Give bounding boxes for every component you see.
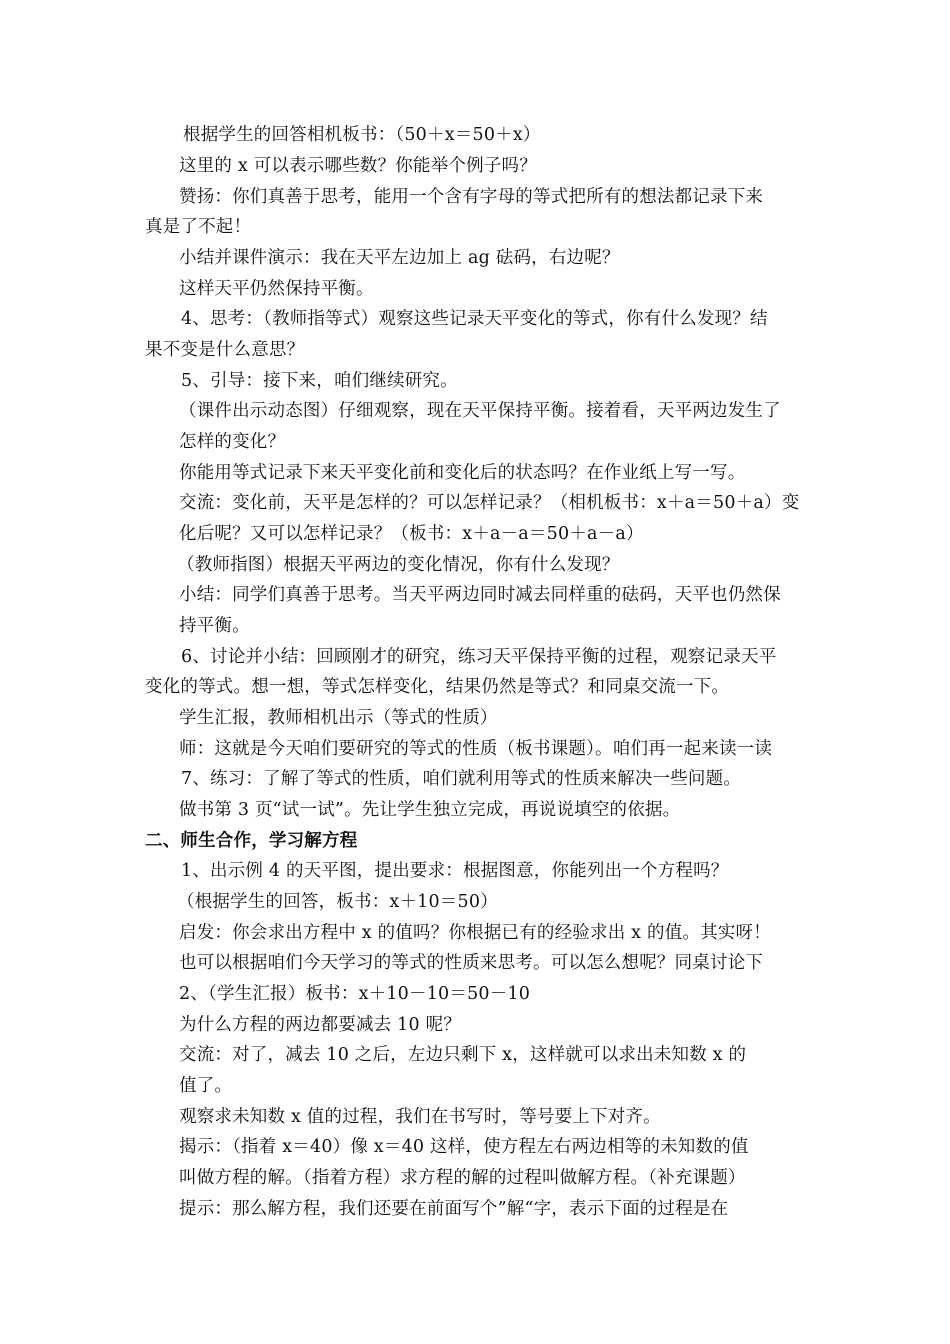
- text-line: 揭示：（指着 x＝40）像 x＝40 这样，使方程左右两边相等的未知数的值: [179, 1137, 749, 1157]
- text-line: 学生汇报，教师相机出示（等式的性质）: [179, 708, 498, 728]
- text-line: 启发：你会求出方程中 x 的值吗？你根据已有的经验求出 x 的值。其实呀！: [179, 923, 771, 943]
- text-line: 真是了不起！: [145, 217, 252, 237]
- text-line: 小结：同学们真善于思考。当天平两边同时减去同样重的砝码，天平也仍然保: [179, 585, 781, 605]
- text-line: 1、出示例 4 的天平图，提出要求：根据图意，你能列出一个方程吗？: [181, 861, 729, 881]
- text-line: 值了。: [179, 1076, 233, 1096]
- text-line: 6、讨论并小结：回顾刚才的研究，练习天平保持平衡的过程，观察记录天平: [181, 647, 777, 667]
- text-line: （教师指图）根据天平两边的变化情况，你有什么发现？: [177, 555, 620, 575]
- text-line: 师：这就是今天咱们要研究的等式的性质（板书课题）。咱们再一起来读一读: [179, 739, 773, 759]
- text-line: 交流：变化前，天平是怎样的？可以怎样记录？（相机板书：x＋a＝50＋a）变: [179, 493, 800, 513]
- text-line: 这样天平仍然保持平衡。: [179, 279, 374, 299]
- text-line: 也可以根据咱们今天学习的等式的性质来思考。可以怎么想呢？同桌讨论下: [179, 953, 764, 973]
- text-line: 变化的等式。想一想，等式怎样变化，结果仍然是等式？和同桌交流一下。: [145, 677, 730, 697]
- text-line: 赞扬：你们真善于思考，能用一个含有字母的等式把所有的想法都记录下来: [179, 187, 764, 207]
- text-line: 叫做方程的解。（指着方程）求方程的解的过程叫做解方程。（补充课题）: [179, 1168, 746, 1188]
- text-line: 交流：对了，减去 10 之后，左边只剩下 x，这样就可以求出未知数 x 的: [179, 1045, 747, 1065]
- text-line: 5、引导：接下来，咱们继续研究。: [181, 371, 458, 391]
- text-line: 提示：那么解方程，我们还要在前面写个”解“字，表示下面的过程是在: [179, 1199, 729, 1219]
- text-line: 这里的 x 可以表示哪些数？你能举个例子吗？: [179, 156, 537, 176]
- text-line: 根据学生的回答相机板书：（50＋x＝50＋x）: [183, 125, 541, 145]
- text-line: （根据学生的回答，板书：x＋10＝50）: [177, 892, 498, 912]
- text-line: 做书第 3 页“试一试”。先让学生独立完成，再说说填空的依据。: [179, 800, 681, 820]
- text-line: 怎样的变化？: [179, 432, 286, 452]
- text-line: 你能用等式记录下来天平变化前和变化后的状态吗？在作业纸上写一写。: [179, 463, 746, 483]
- text-line: 4、思考：（教师指等式）观察这些记录天平变化的等式，你有什么发现？结: [181, 309, 768, 329]
- text-line: 观察求未知数 x 值的过程，我们在书写时，等号要上下对齐。: [179, 1107, 661, 1127]
- text-line: 2、（学生汇报）板书：x＋10－10＝50－10: [179, 984, 531, 1004]
- text-line: 化后呢？又可以怎样记录？（板书：x＋a－a＝50＋a－a）: [179, 524, 644, 544]
- text-line: 7、练习：了解了等式的性质，咱们就利用等式的性质来解决一些问题。: [181, 769, 742, 789]
- section-heading: 二、师生合作，学习解方程: [145, 831, 358, 851]
- text-line: 为什么方程的两边都要减去 10 呢？: [179, 1015, 461, 1035]
- text-line: 小结并课件演示：我在天平左边加上 ag 砝码，右边呢？: [179, 248, 620, 268]
- text-line: （课件出示动态图）仔细观察，现在天平保持平衡。接着看，天平两边发生了: [179, 401, 781, 421]
- text-line: 果不变是什么意思？: [145, 340, 305, 360]
- text-line: 持平衡。: [179, 616, 250, 636]
